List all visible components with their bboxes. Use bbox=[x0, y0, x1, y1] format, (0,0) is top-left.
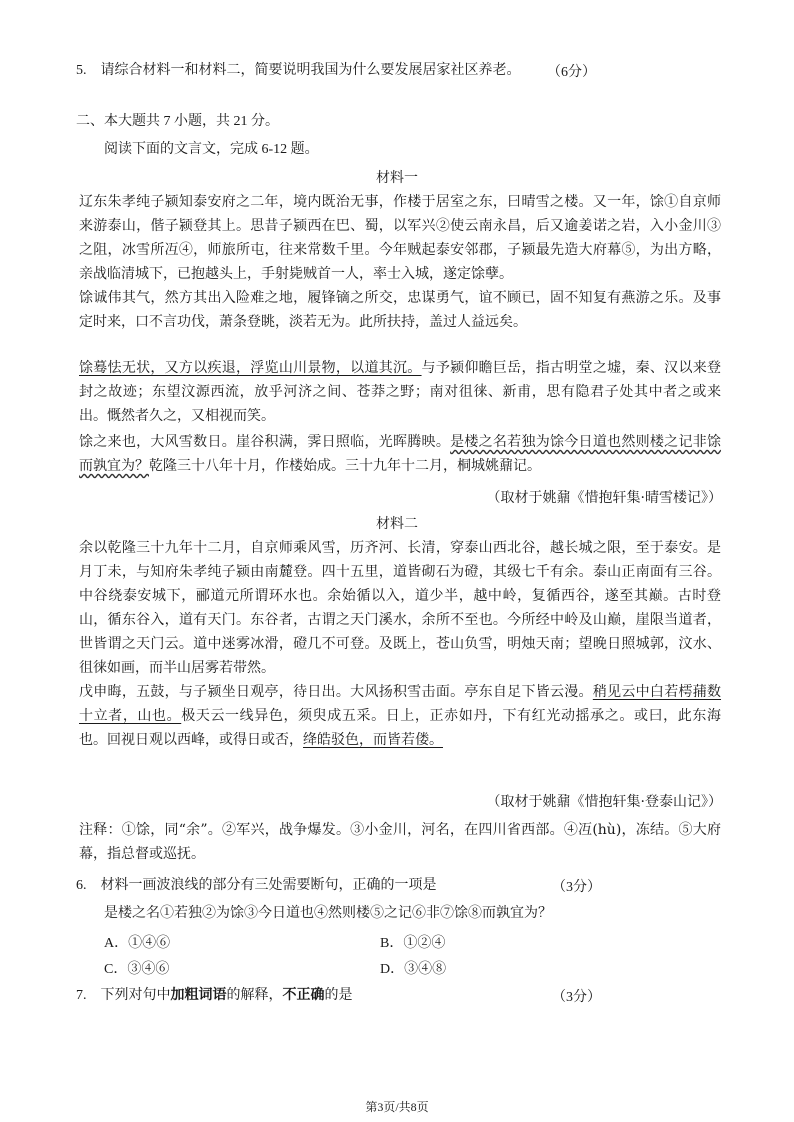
passage-paragraph: 馀诚伟其气，然方其出入险难之地，履锋镝之所交，忠谋勇气，谊不顾已，固不知复有燕游之乐。及事定时来，口不言功伐，萧条登眺，淡若无为。此所扶持，盖过人益远矣。 bbox=[79, 290, 721, 330]
option-a[interactable]: A．①④⑥ bbox=[104, 936, 171, 951]
page-number: 第3页/共8页 bbox=[365, 1100, 429, 1114]
question-score: （3分） bbox=[552, 880, 601, 895]
footnotes: 注释：①馀，同“余”。②军兴，战争爆发。③小金川，河名，在四川省西部。④冱(hù)，冻结。⑤大府幕，指总督或巡抚。 bbox=[79, 822, 721, 862]
source-citation: （取材于姚鼐《惜抱轩集·登泰山记》） bbox=[486, 794, 722, 810]
question-stem: 请综合材料一和材料二，简要说明我国为什么要发展居家社区养老。 bbox=[100, 63, 521, 78]
passage-paragraph: 馀蓦怯无状，又方以疾退，浮览山川景物，以道其沉。与予颍仰瞻巨岳，指古明堂之墟，秦、汉以来登封之故迹；东望汶源西流，放乎河济之间、苍莽之野；南对徂徕、新甫，思有隐君子处其中者之或来出。慨然者久之，又相视而笑。 bbox=[79, 360, 722, 424]
passage-paragraph: 辽东朱孝纯子颍知泰安府之二年，境内既治无事，作楼于居室之东，曰晴雪之楼。又一年，馀①自京师来游泰山，偕子颍登其上。思昔子颍西在巴、蜀，以军兴②使云南永昌，后又逾姜诺之岩，入小金川③之阻，冰雪所冱④，师旅所屯，往来常数千里。今年贼起泰安邻郡，子颍最先造大府幕⑤，为出方略，亲战临清城下，已抱越头上，手射毙贼首一人，率士入城，遂定馀孽。 bbox=[79, 194, 721, 282]
option-b[interactable]: B．①②④ bbox=[380, 936, 446, 951]
question-5 bbox=[76, 61, 521, 81]
bold-term: 不正确 bbox=[282, 988, 325, 1003]
source-citation: （取材于姚鼐《惜抱轩集·晴雪楼记》） bbox=[486, 490, 722, 506]
option-c[interactable]: C．③④⑥ bbox=[104, 962, 170, 977]
question-number: 7. bbox=[76, 988, 87, 1003]
wavy-underlined-sentence: 是楼之名若独为馀今日道也然则楼之记非馀而孰宜为？ bbox=[79, 434, 722, 474]
underlined-sentence: 绛皓驳色，而皆若偻。 bbox=[303, 732, 443, 748]
underlined-sentence: 馀蓦怯无状，又方以疾退，浮览山川景物，以道其沉。 bbox=[79, 360, 422, 376]
passage-paragraph: 余以乾隆三十九年十二月，自京师乘风雪，历齐河、长清，穿泰山西北谷，越长城之限，至于泰安。是月丁未，与知府朱孝纯子颍由南麓登。四十五里，道皆砌石为磴，其级七千有余。泰山正南面有三谷。中谷绕泰安城下，郦道元所谓环水也。余始循以入，道少半，越中岭，复循西谷，遂至其巅。古时登山，循东谷入，道有天门。东谷者，古谓之天门溪水，余所不至也。今所经中岭及山巅，崖限当道者，世皆谓之天门云。道中迷雾冰滑，磴几不可登。及既上，苍山负雪，明烛天南；望晚日照城郭，汶水、徂徕如画，而半山居雾若带然。 bbox=[79, 540, 721, 676]
bold-term: 加粗词语 bbox=[170, 988, 227, 1003]
question-number: 5. bbox=[76, 63, 87, 78]
question-score: （6分） bbox=[547, 65, 596, 80]
option-d[interactable]: D．③④⑧ bbox=[380, 962, 447, 977]
question-6 bbox=[76, 876, 437, 896]
passage-paragraph: 馀之来也，大风雪数日。崖谷积满，霁日照临，光晖腾映。是楼之名若独为馀今日道也然则楼之记非馀而孰宜为？乾隆三十八年十月，作楼始成。三十九年十二月，桐城姚鼐记。 bbox=[79, 434, 722, 474]
section-title: 二、本大题共 7 小题，共 21 分。 bbox=[76, 114, 279, 129]
material-title: 材料二 bbox=[376, 516, 418, 532]
question-number: 6. bbox=[76, 878, 87, 893]
underlined-sentence: 稍见云中白若樗蒱数十立者，山也。 bbox=[79, 684, 722, 724]
question-score: （3分） bbox=[552, 990, 601, 1005]
section-intro: 阅读下面的文言文，完成 6-12 题。 bbox=[104, 142, 319, 157]
material-title: 材料一 bbox=[376, 170, 418, 186]
question-7: 7. 下列对句中加粗词语的解释，不正确的是 bbox=[76, 988, 353, 1003]
question-sentence: 是楼之名①若独②为馀③今日道也④然则楼⑤之记⑥非⑦馀⑧而孰宜为？ bbox=[104, 906, 552, 921]
question-stem: 材料一画波浪线的部分有三处需要断句，正确的一项是 bbox=[100, 878, 437, 893]
passage-paragraph: 戊申晦，五鼓，与子颍坐日观亭，待日出。大风扬积雪击面。亭东自足下皆云漫。稍见云中白若樗蒱数十立者，山也。极天云一线异色，须臾成五采。日上，正赤如丹，下有红光动摇承之。或曰，此东海也。回视日观以西峰，或得日或否，绛皓驳色，而皆若偻。 bbox=[79, 684, 722, 748]
